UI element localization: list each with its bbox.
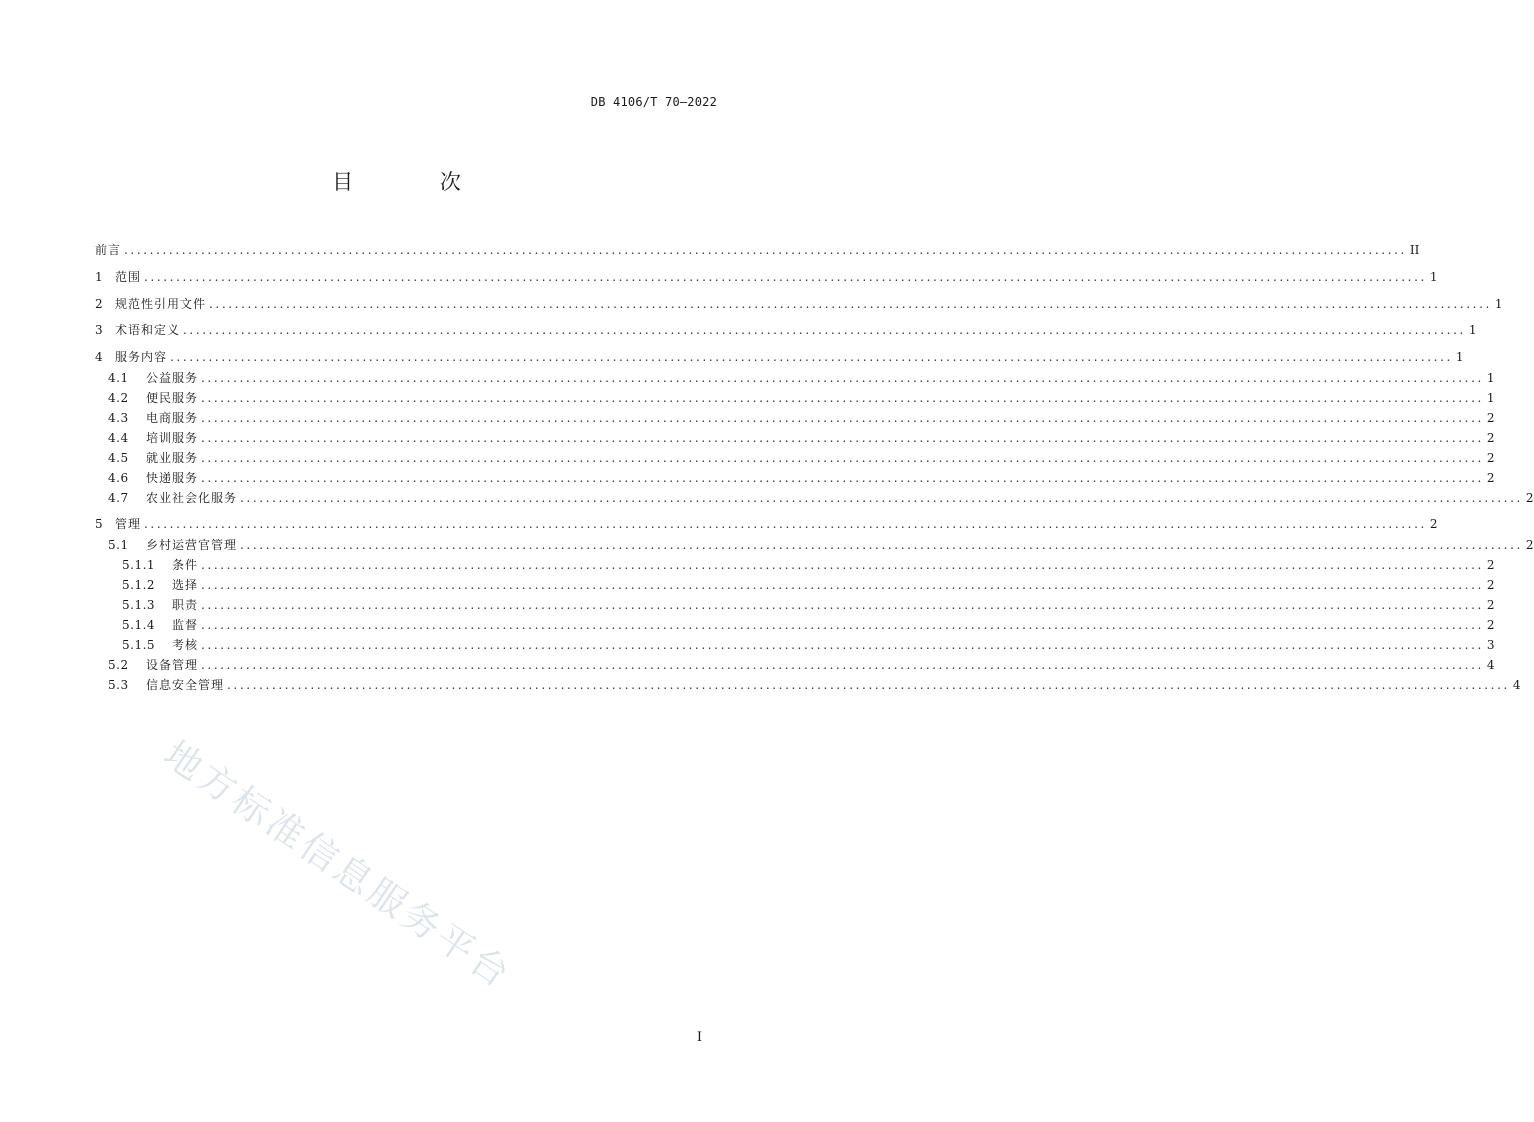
toc-entry-label: 考核 — [172, 638, 199, 652]
toc-entry-page: 2 — [1486, 451, 1495, 465]
table-of-contents — [95, 0, 1534, 1122]
toc-entry-page: 2 — [1429, 517, 1438, 531]
toc-leader-dots: ........................................................................................................................................................................................................ — [144, 270, 1427, 284]
toc-entry[interactable] — [95, 389, 1495, 407]
toc-entry-page: 1 — [1486, 391, 1495, 405]
toc-leader-dots: ........................................................................................................................................................................................................ — [201, 598, 1484, 612]
toc-leader-dots: ........................................................................................................................................................................................................ — [201, 638, 1484, 652]
toc-entry-page: 4 — [1512, 678, 1521, 692]
toc-leader-dots: ........................................................................................................................................................................................................ — [240, 538, 1523, 552]
toc-entry-number: 1 — [95, 270, 104, 284]
toc-entry[interactable] — [95, 449, 1495, 467]
toc-entry-label: 选择 — [172, 578, 199, 592]
toc-entry[interactable] — [95, 536, 1534, 554]
toc-entry-page: 1 — [1429, 270, 1438, 284]
toc-leader-dots: ........................................................................................................................................................................................................ — [209, 297, 1492, 311]
watermark-text: 地方标准信息服务平台 — [155, 732, 520, 998]
toc-entry-label: 术语和定义 — [115, 323, 181, 337]
toc-entry-number: 5.3 — [108, 678, 129, 692]
toc-entry-page: 2 — [1486, 471, 1495, 485]
toc-entry-number: 2 — [95, 297, 104, 311]
toc-entry[interactable] — [95, 596, 1495, 614]
toc-leader-dots: ........................................................................................................................................................................................................ — [183, 323, 1466, 337]
toc-entry-page: 1 — [1455, 350, 1464, 364]
toc-entry-label: 设备管理 — [146, 658, 199, 672]
toc-leader-dots: ........................................................................................................................................................................................................ — [201, 451, 1484, 465]
toc-entry-number: 5.1.1 — [122, 558, 156, 572]
toc-entry-label: 培训服务 — [146, 431, 199, 445]
toc-leader-dots: ........................................................................................................................................................................................................ — [201, 558, 1484, 572]
toc-entry[interactable] — [95, 676, 1521, 694]
toc-leader-dots: ........................................................................................................................................................................................................ — [201, 411, 1484, 425]
page-title: 目 次 — [332, 170, 501, 194]
toc-entry-label: 条件 — [172, 558, 199, 572]
toc-entry-number: 5.2 — [108, 658, 129, 672]
toc-entry[interactable] — [95, 636, 1495, 654]
toc-entry-page: 2 — [1486, 598, 1495, 612]
toc-leader-dots: ........................................................................................................................................................................................................ — [124, 243, 1407, 257]
toc-entry[interactable] — [95, 515, 1438, 533]
toc-entry-label: 信息安全管理 — [146, 678, 225, 692]
toc-entry-page: 2 — [1525, 491, 1534, 505]
toc-entry[interactable] — [95, 241, 1420, 259]
toc-entry[interactable] — [95, 656, 1495, 674]
toc-entry[interactable] — [95, 369, 1495, 387]
toc-leader-dots: ........................................................................................................................................................................................................ — [227, 678, 1510, 692]
toc-entry-number: 4.4 — [108, 431, 129, 445]
toc-entry-label: 乡村运营官管理 — [146, 538, 238, 552]
toc-leader-dots: ........................................................................................................................................................................................................ — [201, 618, 1484, 632]
toc-entry-number: 5.1 — [108, 538, 129, 552]
toc-entry-label: 职责 — [172, 598, 199, 612]
toc-entry-page: II — [1409, 243, 1420, 257]
toc-entry-label: 规范性引用文件 — [115, 297, 207, 311]
toc-entry[interactable] — [95, 295, 1503, 313]
toc-entry-label: 监督 — [172, 618, 199, 632]
toc-entry[interactable] — [95, 556, 1495, 574]
toc-entry-number: 5.1.2 — [122, 578, 156, 592]
toc-entry-page: 2 — [1525, 538, 1534, 552]
toc-entry-label: 电商服务 — [146, 411, 199, 425]
toc-entry[interactable] — [95, 348, 1464, 366]
toc-entry-page: 3 — [1486, 638, 1495, 652]
toc-entry-page: 2 — [1486, 411, 1495, 425]
toc-entry-label: 便民服务 — [146, 391, 199, 405]
toc-entry[interactable] — [95, 429, 1495, 447]
page-number: I — [696, 1030, 702, 1045]
toc-entry-label: 前言 — [95, 243, 122, 257]
toc-entry-page: 2 — [1486, 558, 1495, 572]
toc-entry-number: 5.1.5 — [122, 638, 156, 652]
toc-entry[interactable] — [95, 469, 1495, 487]
toc-entry-number: 5 — [95, 517, 104, 531]
toc-leader-dots: ........................................................................................................................................................................................................ — [170, 350, 1453, 364]
toc-entry-page: 2 — [1486, 431, 1495, 445]
toc-entry-label: 快递服务 — [146, 471, 199, 485]
toc-entry-page: 2 — [1486, 618, 1495, 632]
toc-leader-dots: ........................................................................................................................................................................................................ — [201, 371, 1484, 385]
toc-entry-number: 3 — [95, 323, 104, 337]
toc-entry-number: 4.3 — [108, 411, 129, 425]
toc-entry[interactable] — [95, 268, 1438, 286]
document-code: DB 4106/T 70—2022 — [590, 95, 717, 109]
toc-entry-page: 1 — [1486, 371, 1495, 385]
toc-leader-dots: ........................................................................................................................................................................................................ — [201, 578, 1484, 592]
toc-entry-page: 1 — [1494, 297, 1503, 311]
toc-entry-number: 4 — [95, 350, 104, 364]
toc-entry-page: 1 — [1468, 323, 1477, 337]
toc-entry-label: 农业社会化服务 — [146, 491, 238, 505]
toc-entry[interactable] — [95, 321, 1477, 339]
toc-entry-number: 5.1.3 — [122, 598, 156, 612]
toc-entry[interactable] — [95, 616, 1495, 634]
toc-leader-dots: ........................................................................................................................................................................................................ — [201, 431, 1484, 445]
toc-leader-dots: ........................................................................................................................................................................................................ — [201, 391, 1484, 405]
toc-leader-dots: ........................................................................................................................................................................................................ — [144, 517, 1427, 531]
toc-entry-label: 服务内容 — [115, 350, 168, 364]
toc-entry-number: 4.6 — [108, 471, 129, 485]
toc-entry-label: 公益服务 — [146, 371, 199, 385]
toc-entry-number: 4.2 — [108, 391, 129, 405]
toc-entry[interactable] — [95, 409, 1495, 427]
toc-entry-number: 4.7 — [108, 491, 129, 505]
toc-entry-label: 就业服务 — [146, 451, 199, 465]
toc-entry-number: 4.5 — [108, 451, 129, 465]
toc-entry[interactable] — [95, 489, 1534, 507]
toc-leader-dots: ........................................................................................................................................................................................................ — [240, 491, 1523, 505]
toc-entry-number: 4.1 — [108, 371, 129, 385]
toc-entry-page: 4 — [1486, 658, 1495, 672]
toc-leader-dots: ........................................................................................................................................................................................................ — [201, 471, 1484, 485]
toc-entry-label: 管理 — [115, 517, 142, 531]
toc-entry[interactable] — [95, 576, 1495, 594]
toc-entry-page: 2 — [1486, 578, 1495, 592]
toc-entry-label: 范围 — [115, 270, 142, 284]
toc-entry-number: 5.1.4 — [122, 618, 156, 632]
toc-leader-dots: ........................................................................................................................................................................................................ — [201, 658, 1484, 672]
